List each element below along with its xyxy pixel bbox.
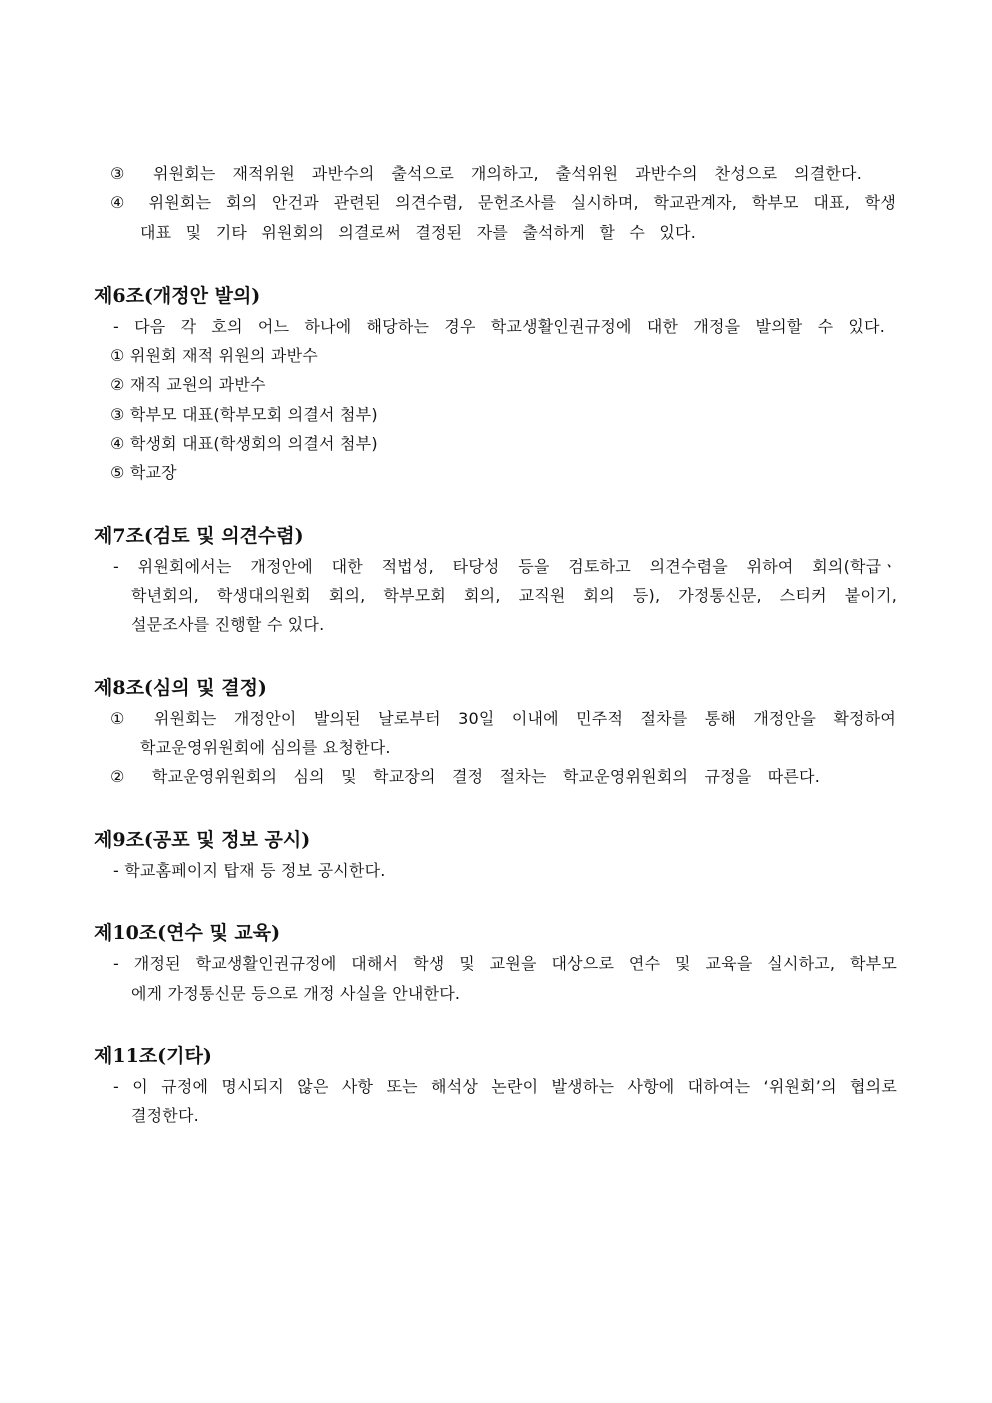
article6-item2: ② 재직 교원의 과반수 [110,375,266,394]
article9-line1: - 학교홈페이지 탑재 등 정보 공시한다. [113,861,386,880]
article8-item2: ② 학교운영위원회의 심의 및 학교장의 결정 절차는 학교운영위원회의 규정을 따른다. [110,767,820,786]
article6-item5: ⑤ 학교장 [110,463,177,482]
article8-item1-line1: ① 위원회는 개정안이 발의된 날로부터 30일 이내에 민주적 절차를 통해 개정안을 확정하여 [110,709,896,728]
article9-title: 제9조(공포 및 정보 공시) [94,829,311,851]
article6-item1: ① 위원회 재적 위원의 과반수 [110,346,318,365]
article7-line3: 설문조사를 진행할 수 있다. [131,615,325,634]
article5-item4-line1: ④ 위원회는 회의 안건과 관련된 의견수렴, 문헌조사를 실시하며, 학교관계자, 학부모 대표, 학생 [110,193,896,212]
article7-line2: 학년회의, 학생대의원회 회의, 학부모회 회의, 교직원 회의 등), 가정통신문, 스티커 붙이기, [131,586,897,605]
article8-item1-line2: 학교운영위원회에 심의를 요청한다. [140,738,391,757]
article6-title: 제6조(개정안 발의) [94,285,261,307]
article5-item4-line2: 대표 및 기타 위원회의 의결로써 결정된 자를 출석하게 할 수 있다. [140,223,696,242]
article5-item3: ③ 위원회는 재적위원 과반수의 출석으로 개의하고, 출석위원 과반수의 찬성으로 의결한다. [110,164,862,183]
article10-title: 제10조(연수 및 교육) [94,922,281,944]
article10-line2: 에게 가정통신문 등으로 개정 사실을 안내한다. [131,984,461,1003]
article11-title: 제11조(기타) [94,1045,212,1067]
article6-item3: ③ 학부모 대표(학부모회 의결서 첨부) [110,405,378,424]
article10-line1: - 개정된 학교생활인권규정에 대해서 학생 및 교원을 대상으로 연수 및 교육을 실시하고, 학부모 [113,954,897,973]
article11-line2: 결정한다. [131,1106,199,1125]
article7-title: 제7조(검토 및 의견수렴) [94,525,304,547]
article6-intro: - 다음 각 호의 어느 하나에 해당하는 경우 학교생활인권규정에 대한 개정을 발의할 수 있다. [113,317,885,336]
article7-line1: - 위원회에서는 개정안에 대한 적법성, 타당성 등을 검토하고 의견수렴을 위하여 회의(학급ㆍ [113,557,897,576]
article8-title: 제8조(심의 및 결정) [94,677,267,699]
article6-item4: ④ 학생회 대표(학생회의 의결서 첨부) [110,434,378,453]
article11-line1: - 이 규정에 명시되지 않은 사항 또는 해석상 논란이 발생하는 사항에 대하여는 ‘위원회’의 협의로 [113,1077,897,1096]
